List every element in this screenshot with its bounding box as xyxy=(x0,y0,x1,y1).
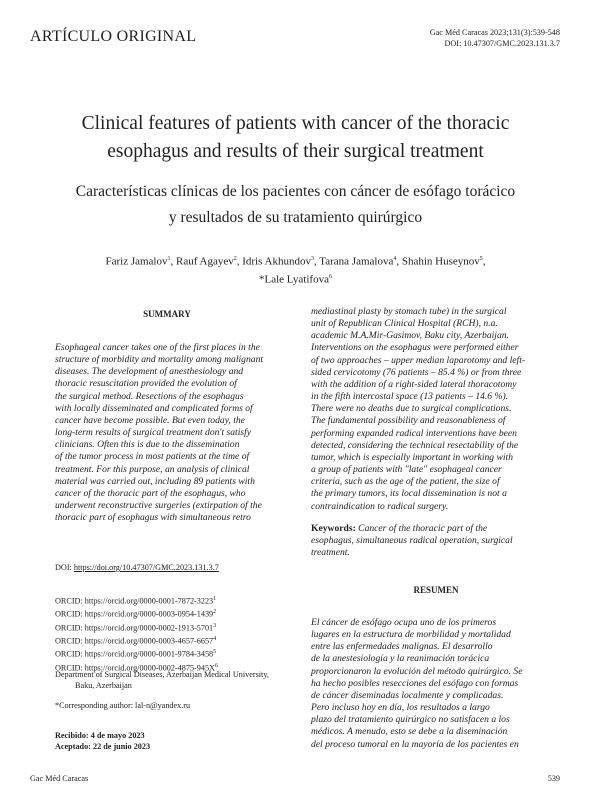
resumen-line: proporcionaron la evolución del método quirúrgico. Se xyxy=(311,665,523,677)
summary-line: clinicians. Often this is due to the dissemination xyxy=(55,439,240,451)
orcid-link[interactable]: ORCID: https://orcid.org/0000-0001-9784-3458 xyxy=(55,650,214,660)
summary-line: performing expanded radical interventions have been xyxy=(311,427,517,439)
summary-line: treatment. For this purpose, an analysis of clinical xyxy=(55,463,250,475)
keywords-text: Cancer of the thoracic part of the xyxy=(358,523,488,534)
summary-line: long-term results of surgical treatment don't satisfy xyxy=(55,427,252,439)
summary-line: the primary tumors, its local dissemination is not a xyxy=(311,488,507,500)
orcid-mark: 1 xyxy=(213,596,217,602)
article-title-spanish xyxy=(20,179,571,231)
author-affiliation-mark: 4 xyxy=(393,256,397,262)
summary-line: of two approaches – upper median laparotomy and left- xyxy=(311,354,526,366)
section-label: ARTÍCULO ORIGINAL xyxy=(30,28,197,45)
summary-line: criteria, such as the age of the patient, the size of xyxy=(311,476,500,488)
author-affiliation-mark: 6 xyxy=(328,273,332,280)
title-es-line: Características clínicas de los pacientes con cáncer de esófago torácico xyxy=(75,183,516,200)
affiliation xyxy=(55,670,279,691)
summary-line: of the tumor process in most patients at the time of xyxy=(55,451,250,463)
orcid-mark: 5 xyxy=(213,649,217,656)
orcid-item xyxy=(55,621,279,634)
resumen-line: médicos. A menudo, esto se debe a la diseminación xyxy=(311,726,508,738)
summary-line: Interventions on the esophagus were performed either xyxy=(311,342,519,354)
resumen-text xyxy=(311,617,561,751)
resumen-line: El cáncer de esófago ocupa uno de los primeros xyxy=(311,617,497,628)
orcid-link[interactable]: ORCID: https://orcid.org/0000-0002-1913-5701 xyxy=(55,623,214,633)
resumen-line: ha hecho posibles resecciones del esófago con formas xyxy=(311,677,519,689)
resumen-line: de la anestesiología y la reanimación torácica xyxy=(311,653,490,665)
title-en-line: esophagus and results of their surgical treatment xyxy=(107,141,484,162)
summary-line: tumor, which is especially important in working with xyxy=(311,451,513,463)
journal-reference xyxy=(430,27,560,49)
author-name: Rauf Agayev xyxy=(175,255,234,268)
summary-line: The fundamental possibility and reasonableness of xyxy=(311,415,506,427)
author-separator: , xyxy=(236,255,243,268)
author-affiliation-mark: 3 xyxy=(310,256,314,262)
affiliation-line: Department of Surgical Diseases, Azerbaijan Medical University, xyxy=(55,670,269,679)
summary-line: Esophageal cancer takes one of the first places in the xyxy=(55,342,260,353)
author-separator: , xyxy=(170,255,176,268)
orcid-mark: 6 xyxy=(214,662,218,669)
resumen-line: plazo del tratamiento quirúrgico no satisfacen a los xyxy=(311,714,510,726)
author-affiliation-mark: 2 xyxy=(233,256,237,262)
summary-line: cancer have become possible. But even today, the xyxy=(55,414,245,426)
summary-line: thoracic resuscitation provided the evolution of xyxy=(55,378,237,390)
orcid-list xyxy=(55,594,279,674)
doi-label: DOI: xyxy=(55,563,74,572)
summary-line: with locally disseminated and complicated forms of xyxy=(55,402,253,414)
accepted-date: Aceptado: 22 de junio 2023 xyxy=(55,742,151,751)
resumen-line: lugares en la estructura de morbilidad y mortalidad xyxy=(311,629,511,641)
resumen-heading: RESUMEN xyxy=(413,585,459,595)
author-separator: , xyxy=(313,255,320,268)
orcid-link[interactable]: ORCID: https://orcid.org/0000-0001-7872-3223 xyxy=(55,596,214,606)
keywords-text: treatment. xyxy=(311,547,350,559)
title-en-line: Clinical features of patients with cancer of the thoracic xyxy=(81,113,510,134)
keywords-block xyxy=(311,523,561,559)
keywords-text: esophagus, simultaneous radical operation, surgical xyxy=(311,535,513,547)
author-separator: , xyxy=(482,255,486,268)
summary-line: the surgical method. Resections of the esophagus xyxy=(55,390,244,402)
summary-line: thoracic part of esophagus with simultaneous retro xyxy=(55,512,251,524)
page-number: 539 xyxy=(547,774,560,783)
author-affiliation-mark: 5 xyxy=(479,256,483,262)
doi-line xyxy=(55,563,279,574)
title-es-line: y resultados de su tratamiento quirúrgico xyxy=(168,209,423,226)
author-name: Shahin Huseynov xyxy=(401,255,480,268)
received-date: Recibido: 4 de mayo 2023 xyxy=(55,731,145,740)
author-separator: , xyxy=(396,255,402,268)
summary-line: mediastinal plasty by stomach tube) in the surgical xyxy=(311,306,507,317)
resumen-line: entre las enfermedades malignas. El desarrollo xyxy=(311,641,493,653)
summary-line: underwent reconstructive surgeries (extirpation of the xyxy=(55,500,262,512)
summary-heading: SUMMARY xyxy=(143,309,191,319)
author-name: Tarana Jamalova xyxy=(319,255,394,268)
orcid-item xyxy=(55,607,279,620)
author-name: *Lale Lyatifova xyxy=(259,273,329,286)
summary-right-text xyxy=(311,306,561,513)
summary-line: with the addition of a right-sided lateral thoracotomy xyxy=(311,378,517,390)
summary-line: a group of patients with "late" esophageal cancer xyxy=(311,464,502,476)
summary-left-text xyxy=(55,342,279,524)
summary-line: contraindication to radical surgery. xyxy=(311,500,449,512)
summary-line: in the fifth intercostal space (13 patients – 14.6 %). xyxy=(311,391,509,403)
resumen-line: del proceso tumoral en la mayoría de los pacientes en xyxy=(311,738,519,750)
journal-citation: Gac Méd Caracas 2023;131(3):539-548 xyxy=(429,28,560,37)
orcid-mark: 2 xyxy=(213,609,217,616)
summary-line: sided cervicotomy (76 patients – 85.4 %) or from three xyxy=(311,366,522,378)
summary-line: unit of Republican Clinical Hospital (RCH), n.a. xyxy=(311,318,498,330)
author-name: Idris Akhundov xyxy=(242,255,311,268)
summary-line: detected, considering the technical resectability of the xyxy=(311,439,519,451)
summary-line: material was carried out, including 89 patients with xyxy=(55,475,255,487)
corresponding-author: *Corresponding author: lal-n@yandex.ru xyxy=(55,701,191,710)
article-title-english xyxy=(20,110,571,166)
resumen-line: de cáncer diseminadas localmente y complicadas. xyxy=(311,689,504,701)
journal-doi: DOI: 10.47307/GMC.2023.131.3.7 xyxy=(444,39,560,48)
orcid-mark: 3 xyxy=(213,622,217,629)
affiliation-line: Baku, Azerbaijan xyxy=(75,680,132,690)
doi-link[interactable]: https://doi.org/10.47307/GMC.2023.131.3.7 xyxy=(73,563,219,572)
orcid-mark: 4 xyxy=(213,635,217,642)
author-name: Fariz Jamalov xyxy=(105,255,168,268)
resumen-line: Pero incluso hoy en día, los resultados a largo xyxy=(311,702,490,714)
orcid-link[interactable]: ORCID: https://orcid.org/0000-0003-4657-6657 xyxy=(55,636,214,646)
orcid-link[interactable]: ORCID: https://orcid.org/0000-0003-0954-1439 xyxy=(55,610,214,620)
orcid-item xyxy=(55,647,279,660)
footer-journal: Gac Méd Caracas xyxy=(30,774,89,783)
summary-line: cancer of the thoracic part of the esophagus, who xyxy=(55,487,246,499)
summary-line: There were no deaths due to surgical complications. xyxy=(311,403,512,415)
orcid-link[interactable]: ORCID: https://orcid.org/0000-0002-4875-945X xyxy=(55,663,215,673)
summary-line: structure of morbidity and mortality among malignant xyxy=(55,354,264,366)
author-affiliation-mark: 1 xyxy=(167,256,171,262)
orcid-item xyxy=(55,594,279,607)
keywords-label: Keywords: xyxy=(311,523,356,534)
orcid-item xyxy=(55,634,279,647)
summary-line: diseases. The development of anesthesiology and xyxy=(55,366,244,378)
summary-line: academic M.A.Mir-Gasimov, Baku city, Azerbaijan. xyxy=(311,330,509,342)
author-list xyxy=(30,252,561,287)
